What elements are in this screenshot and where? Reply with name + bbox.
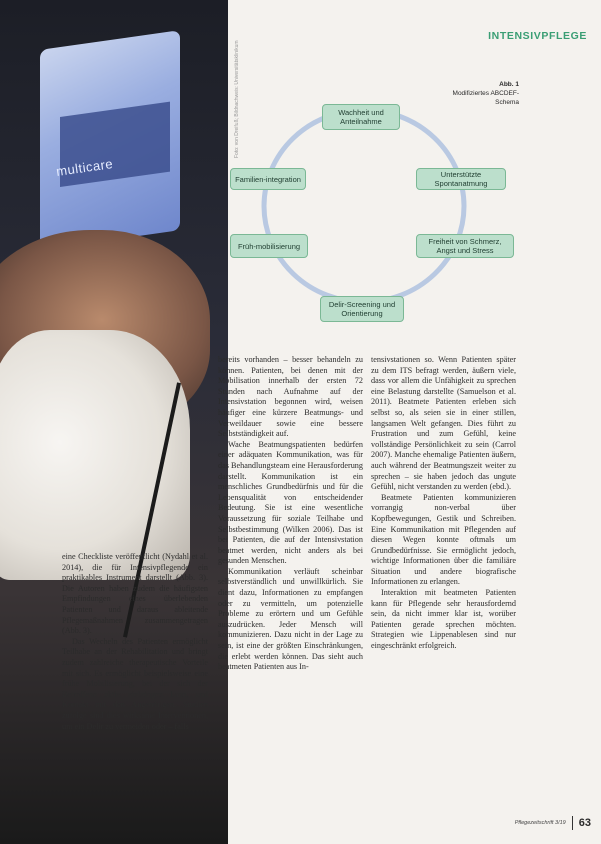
page-number: 63	[578, 817, 591, 829]
monitor-brand-label: multicare	[55, 156, 115, 179]
paragraph: bereits vorhanden – besser behandeln zu können. Patienten, bei denen mit der Mobilisation innerhalb der ersten 72 Stunden nach Aufnahme auf der Intensivstation begonnen wird, weisen häufiger eine kürzere Beatmungs- und Verweildauer sowie eine bessere Selbstständigkeit auf.	[218, 355, 363, 439]
page-footer	[515, 816, 591, 830]
photo-credit: Foto: von Dreifuß; Bildnachweis: Universitätsklinikum	[234, 40, 240, 158]
paragraph: Wache Beatmungspatienten bedürfen einer adäquaten Kommunikation, was für das Behandlungsteam eine Herausforderung darstellt. Kommunikation ist ein menschliches Grundbedürfnis und für die Lebensqualität von entscheidender Bedeutung. Sie ist eine wesentliche Voraussetzung für soziale Teilhabe und Selbstbestimmung (Wilken 2006). Das ist bei Patienten, die auf der Intensivstation beatmet werden, nicht anders als bei gesunden Menschen.	[218, 439, 363, 566]
node-fruehmobilisierung: Früh-mobilisierung	[230, 234, 308, 258]
paragraph: Kommunikation verläuft scheinbar selbstverständlich und unwillkürlich. Sie dient dazu, Informationen zu empfangen oder zu vermitteln, um potenzielle Probleme zu erörtern und um Gefühle auszudrücken. Jeder Mensch will kommunizieren. Dazu nicht in der Lage zu sein, ist eine der größten Einschränkungen, die erlebt werden können. Das sieht auch beatmeten Patienten aus In-	[218, 566, 363, 672]
node-familienintegration: Familien-integration	[230, 168, 306, 190]
paragraph: Interaktion mit beatmeten Patienten kann für Pflegende sehr herausfordernd sein, da nicht immer klar ist, worüber Patienten gerade sprechen möchten. Strategien wie Lippenablesen sind nur eingeschränkt erfolgreich.	[371, 588, 516, 651]
paragraph: Beatmete Patienten kommunizieren vorrangig non-verbal über Kopfbewegungen, Gestik und Schreiben. Eine Kommunikation mit Pflegenden auf diesen Wegen konnte oftmals um Grundbedürfnisse. Sie ermöglicht jedoch, wichtige Informationen über die familiäre Situation und andere biografische Informationen zu erlangen.	[371, 492, 516, 587]
figure-number: Abb. 1	[499, 81, 519, 88]
ventilator-monitor	[40, 30, 180, 250]
node-schmerzfreiheit: Freiheit von Schmerz, Angst und Stress	[416, 234, 514, 258]
figure-caption: Modifiziertes ABCDEF-Schema	[452, 90, 519, 106]
paragraph: Das Wecheln des Patienten ermöglicht Teilhabe an der Rehabilitation und bringt zudem zahlreiche therapeutische Vorteile mit sich. Es ermöglicht beispielsweise eine frühe Mobilisierung, bei der sich der Betroffene aktiv einbringen kann, und Kontakt mit den Angehörigen. Studien zufolge sind dies wirksame Interventionen, um ein Delir zu vermeiden oder – falls	[62, 636, 208, 731]
journal-name: Pflegezeitschrift 3/19	[514, 820, 566, 826]
paragraph: tensivstationen so. Wenn Patienten später zu dem ITS befragt werden, äußern viele, dass vor allem die Unfähigkeit zu sprechen eine Belastung darstellte (Samuelson et al. 2011). Beatmete Patienten erleben sich selbst so, als seien sie in einer stillen, langsamen Welt gefangen. Dies führt zu Frustration und zum Gefühl, keine vollständige Persönlichkeit zu sein (Carrol 2007). Manche ehemalige Patienten äußern, auch während der Beatmungszeit weiter zu sprechen – sie haben jedoch das ungute Gefühl, nicht verstanden zu werden (ebd.).	[371, 355, 516, 492]
text-column-left	[62, 552, 208, 732]
node-wachheit: Wachheit und Anteilnahme	[322, 104, 400, 130]
node-delir-screening: Delir-Screening und Orientierung	[320, 296, 404, 322]
text-column-right	[371, 355, 516, 652]
abcdef-cycle-diagram	[222, 96, 522, 332]
text-column-middle	[218, 355, 363, 673]
paragraph: eine Checkliste veröffentlicht (Nydahl et al. 2014), die für Intensivpflegende ein praktikables Instrument darstellt (Abb. 3). Die Autoren haben zudem die häufigsten Empfindungen eines überlebenden Patienten und daraus ableitende Pflegemaßnahmen zusammengetragen (Abb. 3).	[62, 552, 208, 636]
footer-divider	[572, 816, 573, 830]
section-label: INTENSIVPFLEGE	[488, 30, 587, 42]
node-spontanatmung: Unterstützte Spontanatmung	[416, 168, 506, 190]
